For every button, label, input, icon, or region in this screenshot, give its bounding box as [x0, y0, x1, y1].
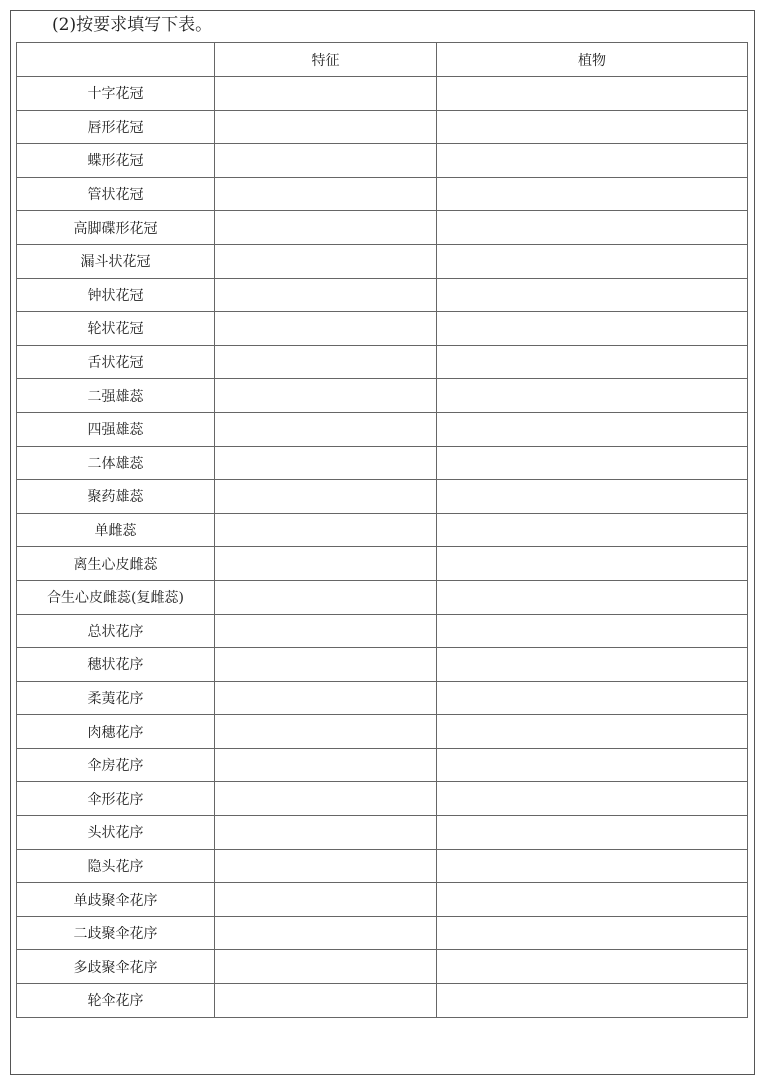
- term-cell: 轮伞花序: [17, 984, 215, 1018]
- fill-in-table: [16, 42, 748, 1018]
- table-row: [17, 648, 748, 682]
- term-cell: 管状花冠: [17, 177, 215, 211]
- table-row: [17, 748, 748, 782]
- term-cell: 蝶形花冠: [17, 144, 215, 178]
- plant-blank-cell[interactable]: [437, 648, 748, 682]
- feature-blank-cell[interactable]: [215, 345, 437, 379]
- table-row: [17, 77, 748, 111]
- plant-blank-cell[interactable]: [437, 547, 748, 581]
- term-cell: 十字花冠: [17, 77, 215, 111]
- plant-blank-cell[interactable]: [437, 312, 748, 346]
- feature-blank-cell[interactable]: [215, 681, 437, 715]
- term-cell: 头状花序: [17, 816, 215, 850]
- table-row: [17, 144, 748, 178]
- header-plant: 植物: [437, 43, 748, 77]
- table-row: [17, 177, 748, 211]
- term-cell: 离生心皮雌蕊: [17, 547, 215, 581]
- table-row: [17, 984, 748, 1018]
- table-row: [17, 849, 748, 883]
- table-row: [17, 379, 748, 413]
- plant-blank-cell[interactable]: [437, 883, 748, 917]
- feature-blank-cell[interactable]: [215, 480, 437, 514]
- term-cell: 穗状花序: [17, 648, 215, 682]
- plant-blank-cell[interactable]: [437, 77, 748, 111]
- term-cell: 单歧聚伞花序: [17, 883, 215, 917]
- plant-blank-cell[interactable]: [437, 715, 748, 749]
- plant-blank-cell[interactable]: [437, 782, 748, 816]
- table-row: [17, 345, 748, 379]
- table-row: [17, 244, 748, 278]
- table-row: [17, 580, 748, 614]
- feature-blank-cell[interactable]: [215, 110, 437, 144]
- term-cell: 柔荑花序: [17, 681, 215, 715]
- feature-blank-cell[interactable]: [215, 379, 437, 413]
- plant-blank-cell[interactable]: [437, 580, 748, 614]
- table-row: [17, 916, 748, 950]
- plant-blank-cell[interactable]: [437, 984, 748, 1018]
- table-row: [17, 816, 748, 850]
- table-row: [17, 513, 748, 547]
- plant-blank-cell[interactable]: [437, 412, 748, 446]
- feature-blank-cell[interactable]: [215, 984, 437, 1018]
- plant-blank-cell[interactable]: [437, 513, 748, 547]
- plant-blank-cell[interactable]: [437, 144, 748, 178]
- table-row: [17, 211, 748, 245]
- term-cell: 伞房花序: [17, 748, 215, 782]
- term-cell: 唇形花冠: [17, 110, 215, 144]
- header-feature: 特征: [215, 43, 437, 77]
- feature-blank-cell[interactable]: [215, 312, 437, 346]
- plant-blank-cell[interactable]: [437, 950, 748, 984]
- table-row: [17, 614, 748, 648]
- table-row: [17, 480, 748, 514]
- question-heading: (2)按要求填写下表。: [52, 15, 213, 35]
- table-row: [17, 547, 748, 581]
- feature-blank-cell[interactable]: [215, 547, 437, 581]
- plant-blank-cell[interactable]: [437, 211, 748, 245]
- term-cell: 钟状花冠: [17, 278, 215, 312]
- feature-blank-cell[interactable]: [215, 244, 437, 278]
- table-row: [17, 278, 748, 312]
- feature-blank-cell[interactable]: [215, 748, 437, 782]
- feature-blank-cell[interactable]: [215, 883, 437, 917]
- header-term: [17, 43, 215, 77]
- term-cell: 伞形花序: [17, 782, 215, 816]
- term-cell: 舌状花冠: [17, 345, 215, 379]
- plant-blank-cell[interactable]: [437, 916, 748, 950]
- table-row: [17, 412, 748, 446]
- feature-blank-cell[interactable]: [215, 278, 437, 312]
- plant-blank-cell[interactable]: [437, 177, 748, 211]
- feature-blank-cell[interactable]: [215, 715, 437, 749]
- feature-blank-cell[interactable]: [215, 580, 437, 614]
- feature-blank-cell[interactable]: [215, 211, 437, 245]
- feature-blank-cell[interactable]: [215, 614, 437, 648]
- feature-blank-cell[interactable]: [215, 916, 437, 950]
- term-cell: 单雌蕊: [17, 513, 215, 547]
- term-cell: 轮状花冠: [17, 312, 215, 346]
- table-row: [17, 312, 748, 346]
- table-row: [17, 110, 748, 144]
- table-row: [17, 715, 748, 749]
- feature-blank-cell[interactable]: [215, 177, 437, 211]
- plant-blank-cell[interactable]: [437, 345, 748, 379]
- term-cell: 高脚碟形花冠: [17, 211, 215, 245]
- plant-blank-cell[interactable]: [437, 379, 748, 413]
- table-row: [17, 883, 748, 917]
- table-row: [17, 782, 748, 816]
- feature-blank-cell[interactable]: [215, 648, 437, 682]
- feature-blank-cell[interactable]: [215, 950, 437, 984]
- feature-blank-cell[interactable]: [215, 816, 437, 850]
- plant-blank-cell[interactable]: [437, 278, 748, 312]
- table-header-row: [17, 43, 748, 77]
- term-cell: 四强雄蕊: [17, 412, 215, 446]
- term-cell: 隐头花序: [17, 849, 215, 883]
- term-cell: 多歧聚伞花序: [17, 950, 215, 984]
- feature-blank-cell[interactable]: [215, 849, 437, 883]
- feature-blank-cell[interactable]: [215, 513, 437, 547]
- feature-blank-cell[interactable]: [215, 446, 437, 480]
- plant-blank-cell[interactable]: [437, 849, 748, 883]
- feature-blank-cell[interactable]: [215, 77, 437, 111]
- table-row: [17, 446, 748, 480]
- feature-blank-cell[interactable]: [215, 144, 437, 178]
- plant-blank-cell[interactable]: [437, 748, 748, 782]
- table-row: [17, 681, 748, 715]
- term-cell: 肉穗花序: [17, 715, 215, 749]
- feature-blank-cell[interactable]: [215, 782, 437, 816]
- term-cell: 总状花序: [17, 614, 215, 648]
- plant-blank-cell[interactable]: [437, 446, 748, 480]
- table-row: [17, 950, 748, 984]
- plant-blank-cell[interactable]: [437, 480, 748, 514]
- plant-blank-cell[interactable]: [437, 110, 748, 144]
- table-body: [17, 77, 748, 1018]
- plant-blank-cell[interactable]: [437, 614, 748, 648]
- term-cell: 二强雄蕊: [17, 379, 215, 413]
- plant-blank-cell[interactable]: [437, 816, 748, 850]
- plant-blank-cell[interactable]: [437, 244, 748, 278]
- term-cell: 二体雄蕊: [17, 446, 215, 480]
- feature-blank-cell[interactable]: [215, 412, 437, 446]
- plant-blank-cell[interactable]: [437, 681, 748, 715]
- term-cell: 聚药雄蕊: [17, 480, 215, 514]
- term-cell: 漏斗状花冠: [17, 244, 215, 278]
- term-cell: 二歧聚伞花序: [17, 916, 215, 950]
- term-cell: 合生心皮雌蕊(复雌蕊): [17, 580, 215, 614]
